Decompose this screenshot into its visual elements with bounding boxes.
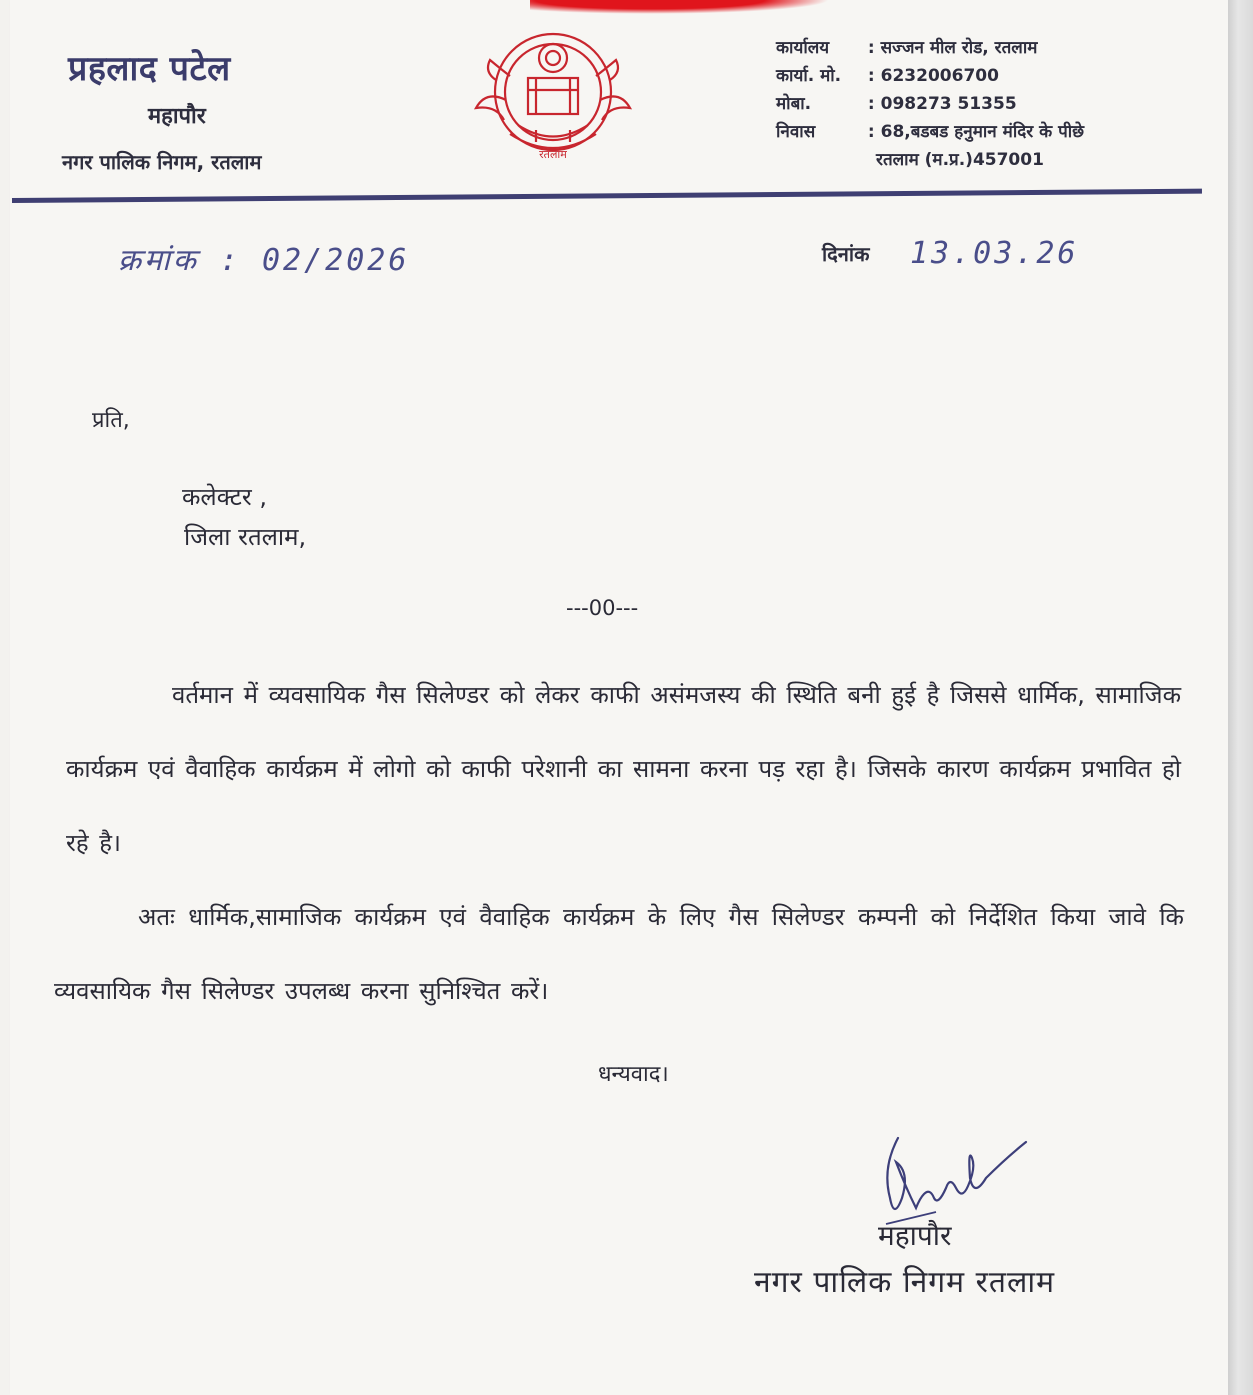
body-paragraph-2: अतः धार्मिक,सामाजिक कार्यक्रम एवं वैवाहिक कार्यक्रम के लिए गैस सिलेण्डर कम्पनी को निर्देशित किया जावे कि व्यवसायिक गैस सिलेण्डर उपलब्ध करना सुनिश्चित करें।: [54, 903, 1184, 1005]
emblem-city-text: रतलाम: [539, 148, 567, 161]
reference-number: क्रमांक : 02/2026: [118, 243, 410, 278]
recipient-salutation: प्रति,: [92, 408, 130, 433]
mobile-value: : 098273 51355: [867, 94, 1017, 114]
residence-city: रतलाम (म.प्र.)457001: [876, 150, 1044, 170]
contact-office: [776, 34, 1084, 62]
residence-label: निवास: [776, 122, 816, 142]
red-flower-decoration: [530, 0, 830, 14]
letterhead-name: प्रहलाद पटेल: [68, 49, 231, 89]
letterhead-organization: नगर पालिक निगम, रतलाम: [62, 150, 262, 174]
signature-title: महापौर: [878, 1219, 952, 1252]
residence-value: : 68,बडबड हनुमान मंदिर के पीछे: [867, 122, 1085, 142]
office-phone-label: कार्या. मो.: [776, 66, 842, 86]
mobile-label: मोबा.: [776, 94, 812, 114]
date-label: दिनांक: [822, 242, 870, 266]
municipal-emblem-icon: [466, 30, 641, 170]
letterhead-title: महापौर: [148, 104, 206, 129]
contact-residence: [776, 118, 1084, 146]
page-edge-shadow: [1228, 0, 1253, 1395]
recipient-line-2: जिला रतलाम,: [184, 523, 307, 551]
letterhead-contact: [776, 34, 1084, 174]
recipient-line-1: कलेक्टर ,: [182, 483, 267, 511]
signature-organization: नगर पालिक निगम रतलाम: [754, 1265, 1056, 1300]
office-value: : सज्जन मील रोड, रतलाम: [867, 38, 1038, 58]
date-value: 13.03.26: [910, 236, 1079, 271]
office-label: कार्यालय: [776, 38, 830, 58]
closing-thanks: धन्यवाद।: [598, 1062, 669, 1087]
office-phone-value: : 6232006700: [867, 66, 999, 86]
contact-office-phone: [776, 62, 1084, 90]
contact-mobile: [776, 90, 1084, 118]
separator: ---00---: [566, 596, 639, 620]
body-paragraph-1: वर्तमान में व्यवसायिक गैस सिलेण्डर को लेकर काफी असंमजस्य की स्थिति बनी हुई है जिससे धार्मिक, सामाजिक कार्यक्रम एवं वैवाहिक कार्यक्रम में लोगो को काफी परेशानी का सामना करना पड़ रहा है। जिसके कारण कार्यक्रम प्रभावित हो रहे है।: [66, 681, 1181, 857]
